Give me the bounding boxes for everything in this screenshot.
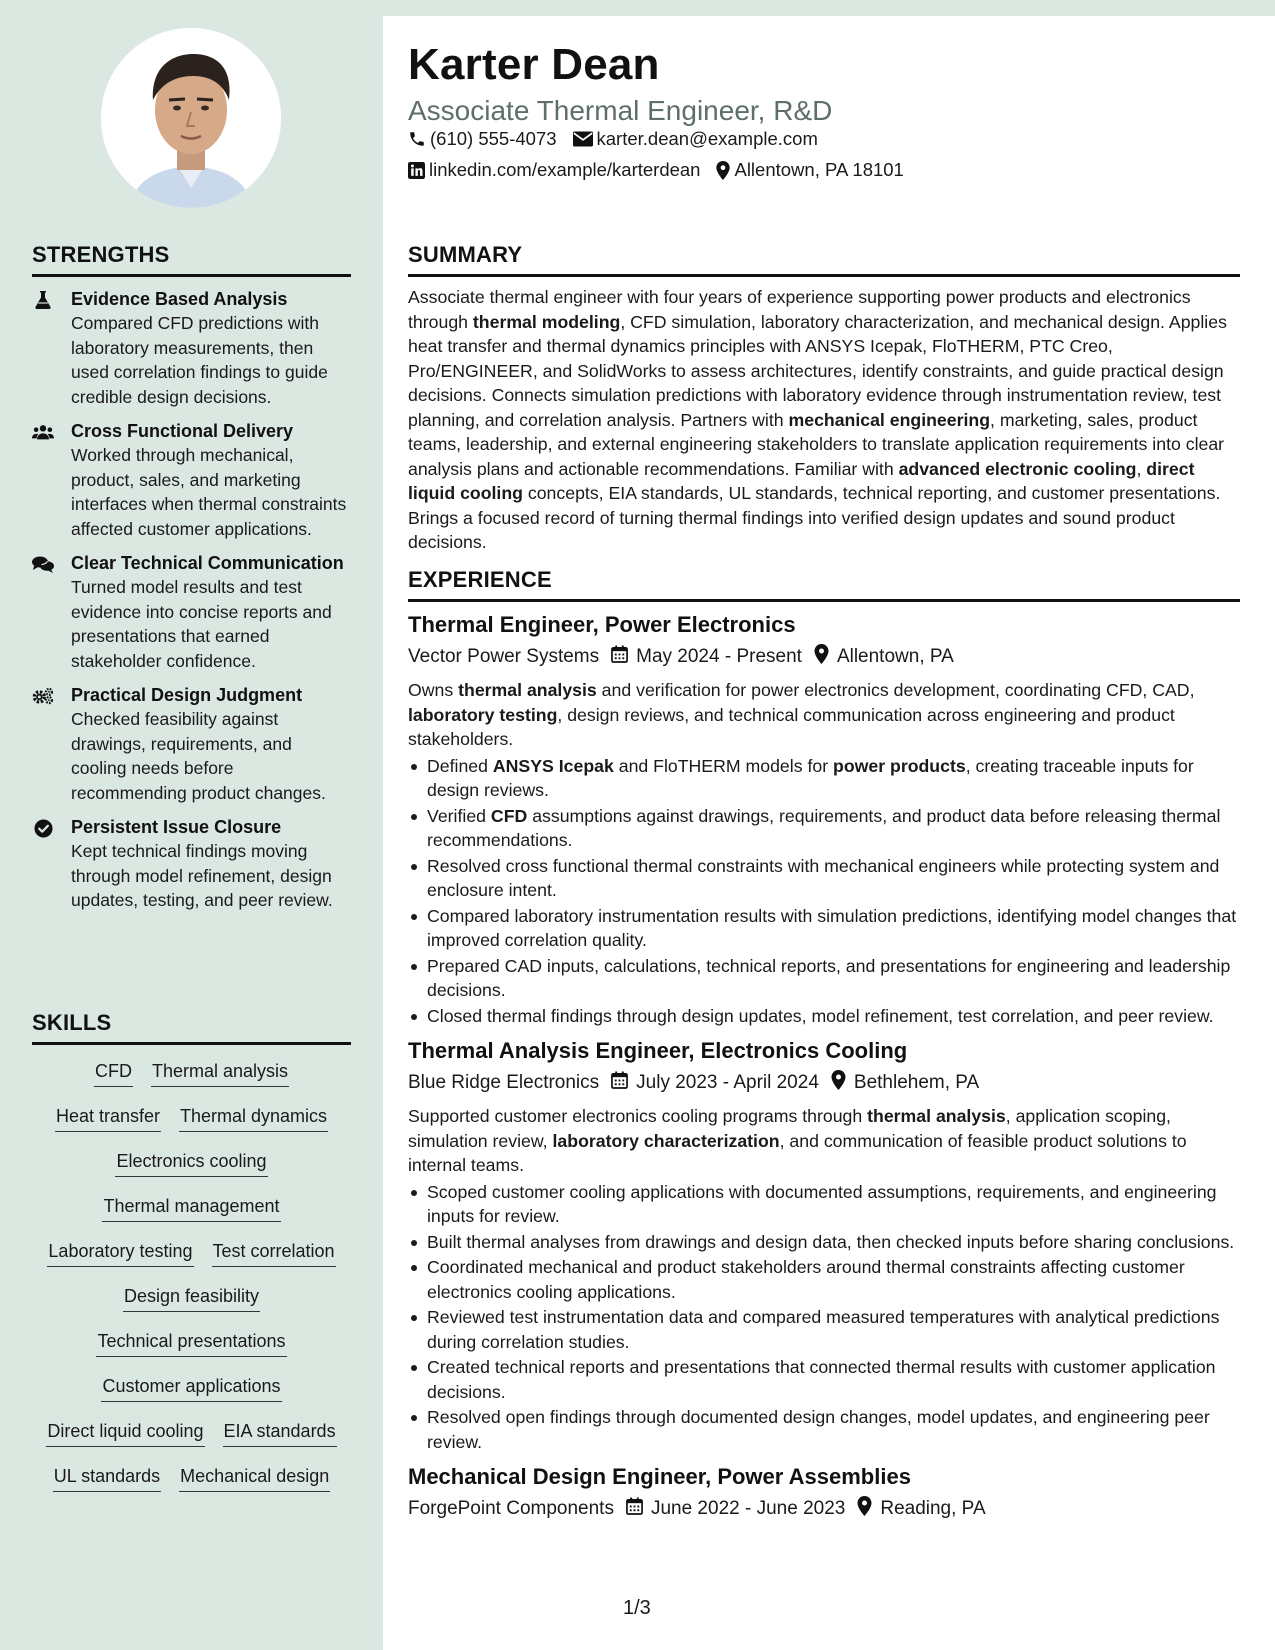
strength-desc: Turned model results and test evidence into concise reports and presentations that earned stakeholder confidence. [71,577,332,671]
company-name [408,646,599,668]
skill-tag: CFD [94,1059,133,1087]
text-run: Resolved cross functional thermal constraints with mechanical engineers while protecting system and enclosure intent. [427,855,1220,900]
phone-text[interactable]: (610) 555-4073 [430,128,557,149]
job-description [408,1104,1240,1178]
skill-tag: Laboratory testing [47,1239,193,1267]
avatar [101,28,281,208]
job-description [408,678,1240,752]
strength-desc: Worked through mechanical, product, sales, and marketing interfaces when thermal constraints affected customer applications. [71,445,347,539]
company-text: Blue Ridge Electronics [408,1072,600,1093]
text-run: , and communication of feasible product solutions to internal teams. [408,1130,1187,1175]
strength-title: Clear Technical Communication [71,553,344,573]
job-dates [611,645,802,669]
job-bullets [408,754,1240,1029]
skill-tag: Design feasibility [123,1284,260,1312]
job-list [408,612,1240,1522]
skill-row [32,1194,351,1239]
bold-keyword: thermal analysis [458,680,597,700]
contact-row-2 [408,159,904,181]
bullet-item [408,1230,1240,1255]
envelope-icon [573,131,593,147]
text-run: , design reviews, and technical communication across engineering and product stakeholders. [408,704,1175,749]
skill-tag: EIA standards [223,1419,337,1447]
email-contact [573,128,818,150]
skill-tag: UL standards [53,1464,161,1492]
location-text: Bethlehem, PA [853,1072,980,1093]
map-pin-icon [857,1496,872,1522]
text-run: Scoped customer cooling applications with documented assumptions, requirements, and engineering inputs for review. [427,1181,1217,1226]
strength-desc: Compared CFD predictions with laboratory measurements, then used correlation findings to guide credible design decisions. [71,313,328,407]
skills-list [32,1059,351,1509]
job-meta [408,1070,1240,1096]
map-pin-icon [814,644,829,670]
bullet-item [408,1355,1240,1404]
bold-keyword: mechanical engineering [788,409,991,430]
users-icon [32,423,54,441]
bullet-item [408,1405,1240,1454]
text-run: Defined [427,755,493,776]
skills-heading: SKILLS [32,1010,351,1045]
skill-row [32,1239,351,1284]
job-entry [408,1038,1240,1454]
skill-tag: Technical presentations [96,1329,286,1357]
candidate-name: Karter Dean [408,40,660,89]
text-run: Prepared CAD inputs, calculations, technical reports, and presentations for engineering and leadership decisions. [427,955,1231,1000]
summary-section [408,242,1240,555]
skill-row [32,1059,351,1104]
calendar-icon [611,645,628,669]
job-meta [408,644,1240,670]
job-location [814,644,954,670]
strengths-heading: STRENGTHS [32,242,351,277]
experience-section [408,567,1240,1522]
text-run: Closed thermal findings through design updates, model refinement, test correlation, and peer review. [427,1005,1214,1026]
skill-row [32,1419,351,1464]
skill-row [32,1149,351,1194]
job-meta [408,1496,1240,1522]
bold-keyword: thermal analysis [867,1106,1006,1126]
skill-tag: Heat transfer [55,1104,161,1132]
bullet-item [408,1180,1240,1229]
gears-icon [32,687,54,705]
text-run: assumptions against drawings, requirements, and product data before releasing thermal recommendations. [427,805,1221,850]
top-band [0,0,1275,16]
company-text: ForgePoint Components [408,1498,614,1519]
text-run: Resolved open findings through documented design changes, model updates, and engineering peer review. [427,1407,1210,1452]
skill-row [32,1329,351,1374]
bold-keyword: laboratory characterization [552,1130,780,1151]
linkedin-contact [408,159,700,181]
job-bullets [408,1180,1240,1455]
text-run: Built thermal analyses from drawings and design data, then checked inputs before sharing conclusions. [427,1231,1235,1252]
text-run: Reviewed test instrumentation data and compared measured temperatures with analytical predictions during correlation studies. [427,1307,1220,1352]
skill-row [32,1104,351,1149]
bold-keyword: power products [833,755,966,776]
strength-item [32,287,351,409]
skills-section [32,1010,351,1509]
location-text: Allentown, PA 18101 [734,159,904,180]
job-title: Thermal Engineer, Power Electronics [408,612,796,637]
text-run: and verification for power electronics development, coordinating CFD, CAD, [596,680,1195,700]
linkedin-icon [408,162,425,179]
bullet-item [408,954,1240,1003]
dates-text: May 2024 - Present [636,646,802,667]
bold-keyword: direct liquid cooling [408,458,1195,503]
skill-tag: Mechanical design [179,1464,330,1492]
job-location [857,1496,985,1522]
bullet-item [408,804,1240,853]
strength-item [32,419,351,541]
job-dates [626,1497,845,1521]
bold-keyword: CFD [490,805,528,826]
comments-icon [32,555,54,573]
job-title: Thermal Analysis Engineer, Electronics Cooling [408,1038,908,1063]
bullet-item [408,754,1240,803]
skill-tag: Electronics cooling [115,1149,267,1177]
experience-heading: EXPERIENCE [408,567,1240,602]
bold-keyword: advanced electronic cooling [898,458,1137,479]
company-text: Vector Power Systems [408,646,600,667]
profile-photo [101,28,281,208]
text-run: , marketing, sales, product teams, leadership, and external engineering stakeholders to translate application requirements into clear analysis plans and actionable recommendations. Familiar with [408,409,1225,479]
job-dates [611,1071,819,1095]
text-run: Created technical reports and presentations that connected thermal results with customer application decisions. [427,1357,1216,1402]
bullet-item [408,854,1240,903]
text-run: and FloTHERM models for [613,755,834,776]
skill-row [32,1464,351,1509]
bold-keyword: ANSYS Icepak [492,755,614,776]
strength-desc: Kept technical findings moving through model refinement, design updates, testing, and peer review. [71,841,333,910]
text-run: Owns [408,680,459,700]
map-pin-icon [716,161,730,180]
skill-row [32,1284,351,1329]
text-run: Coordinated mechanical and product stakeholders around thermal constraints affecting customer electronics cooling applications. [427,1257,1185,1302]
bold-keyword: thermal modeling [472,311,621,332]
strengths-list [32,287,351,913]
text-run: , application scoping, simulation review, [408,1106,1171,1151]
strength-title: Practical Design Judgment [71,685,303,705]
map-pin-icon [831,1070,846,1096]
strength-title: Evidence Based Analysis [71,289,288,309]
contact-row-1 [408,128,818,150]
text-run: Supported customer electronics cooling programs through [408,1106,868,1126]
flask-icon [32,291,54,309]
skill-tag: Customer applications [101,1374,281,1402]
phone-icon [408,130,426,148]
linkedin-link[interactable]: linkedin.com/example/karterdean [429,159,701,180]
summary-heading: SUMMARY [408,242,1240,277]
check-circle-icon [32,819,54,837]
phone-contact [408,128,557,150]
bullet-item [408,1305,1240,1354]
location-text: Allentown, PA [836,646,954,667]
bullet-item [408,904,1240,953]
text-run: Verified [427,805,491,826]
text-run: concepts, EIA standards, UL standards, technical reporting, and customer presentations. Brings a focused record of turning thermal findings into verified design updates and sound product decisions. [408,483,1221,552]
skill-tag: Thermal dynamics [179,1104,328,1132]
bullet-item [408,1255,1240,1304]
summary-text [408,285,1240,555]
skill-row [32,1374,351,1419]
candidate-title: Associate Thermal Engineer, R&D [408,95,833,126]
strength-item [32,815,351,913]
skill-tag: Thermal analysis [151,1059,289,1087]
company-name [408,1072,599,1094]
calendar-icon [626,1497,643,1521]
text-run: , [1136,458,1147,479]
calendar-icon [611,1071,628,1095]
skill-tag: Test correlation [212,1239,336,1267]
bold-keyword: laboratory testing [408,704,558,725]
job-entry [408,612,1240,1028]
text-run: Compared laboratory instrumentation results with simulation predictions, identifying model changes that improved correlation quality. [427,905,1237,950]
location-text: Reading, PA [880,1498,986,1519]
job-title: Mechanical Design Engineer, Power Assemblies [408,1464,911,1489]
page-number: 1/3 [623,1597,651,1619]
skill-tag: Thermal management [102,1194,280,1222]
company-name [408,1498,614,1520]
strength-title: Cross Functional Delivery [71,421,294,441]
job-location [831,1070,979,1096]
text-run: Associate thermal engineer with four years of experience supporting power products and electronics through [408,287,1191,332]
text-run: , creating traceable inputs for design reviews. [427,755,1194,800]
job-entry [408,1464,1240,1522]
strength-item [32,683,351,805]
strength-desc: Checked feasibility against drawings, requirements, and cooling needs before recommending product changes. [71,709,326,803]
strengths-section [32,242,351,913]
bullet-item [408,1004,1240,1029]
location-contact [716,159,903,181]
dates-text: July 2023 - April 2024 [636,1072,819,1093]
skill-tag: Direct liquid cooling [46,1419,204,1447]
text-run: , CFD simulation, laboratory characterization, and mechanical design. Applies heat transfer and thermal dynamics principles with ANSYS Icepak, FloTHERM, PTC Creo, Pro/ENGINEER, and SolidWorks to assess architectures, identify constraints, and guide practical design decisions. Connects simulation predictions with laboratory evidence through instrumentation review, test planning, and correlation analysis. Partners with [408,311,1227,430]
dates-text: June 2022 - June 2023 [650,1498,846,1519]
strength-item [32,551,351,673]
strength-title: Persistent Issue Closure [71,817,282,837]
email-link[interactable]: karter.dean@example.com [596,128,818,149]
